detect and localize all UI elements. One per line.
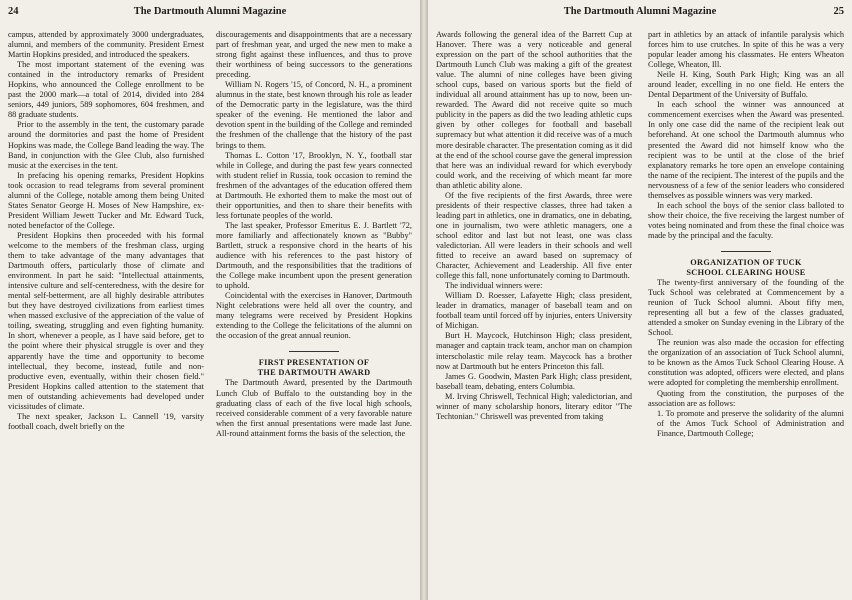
paragraph: In prefacing his opening remarks, President Hopkins took occasion to read telegrams from several prominent alumni of the College, notable among them being United States Senator George H. Moses of New Hampshire, ex-President William Jewett Tucker and Mr. Edward Tuck, noted benefactor of the College. (8, 170, 204, 230)
left-column-1 (8, 30, 204, 596)
running-title: The Dartmouth Alumni Magazine (563, 6, 717, 17)
paragraph: The last speaker, Professor Emeritus E. J. Bartlett '72, more familiarly and affectionately known as "Bubby" Bartlett, struck a responsive chord in the hearts of his audience with his references to the past history of Dartmouth, and the responsibilities that the traditions of the College make incumbent upon the present generation to uphold. (216, 220, 412, 291)
section-heading-line: ORGANIZATION OF TUCK (690, 257, 802, 267)
paragraph: Coincidental with the exercises in Hanover, Dartmouth Night celebrations were held all over the country, and many telegrams were received by President Hopkins extending to the College the felicitations of the alumni on the occasion of the great annual reunion. (216, 291, 412, 341)
left-page-header (8, 6, 412, 20)
paragraph: William D. Roesser, Lafayette High; class president, leader in dramatics, manager of baseball team and on football team until forced off by injuries, enters University of Michigan. (436, 291, 632, 331)
right-column-1 (436, 30, 632, 596)
paragraph: In each school the winner was announced at commencement exercises when the Award was presented. In only one case did the name of the recipient leak out beforehand. At one school the Dartmouth alumnus who presented the Award did not himself know who the recipient was to be until at the close of the brief explanatory remarks he tore open an envelope containing the name of the recipient. The interest of the pupils and the nervousness of a few of the senior leaders who considered themselves as possible winners was very marked. (648, 100, 844, 200)
paragraph: The individual winners were: (445, 281, 543, 291)
paragraph: The reunion was also made the occasion for effecting the organization of an association of Tuck School alumni, to be known as the Amos Tuck School Clearing House. A constitution was adopted, officers were elected, and plans were adopted for completing the membership enrollment. (648, 338, 844, 388)
paragraph: discouragements and disappointments that are a necessary part of freshman year, and urged the new men to make a strong fight against these influences, and thus to prove their worthiness of being successors to the generations preceding. (216, 30, 412, 80)
section-heading (216, 358, 412, 378)
paragraph: part in athletics by an attack of infantile paralysis which forces him to use crutches. In spite of this he was a very popular leader among his classmates. He enters Wheaton College, Wheaton, Ill. (648, 30, 844, 70)
section-heading (648, 258, 844, 278)
paragraph: Neile H. King, South Park High; King was an all around leader, excelling in no one field. He enters the Dental Department of the University of Buffalo. (648, 70, 844, 100)
list-item: 1. To promote and preserve the solidarity of the alumni of the Amos Tuck School of Administration and Finance, Dartmouth College; (657, 408, 844, 438)
paragraph: William N. Rogers '15, of Concord, N. H., a prominent alumnus in the state, best known through his role as leader of the Democratic party in the legislature, was the third speaker of the evening. He mentioned the labor and devotion spent in the building of the College and reminded the freshmen of the challenge that the history of the past brings to them. (216, 80, 412, 150)
paragraph: Of the five recipients of the first Awards, three were presidents of their respective classes, three had taken a leading part in athletics, one in dramatics, one in debating, one in journalism, two were athletic managers, one a school editor and last but not least, one was class valedictorian. All were leaders in their schools and well fitted to receive an award based on supremacy of Character, Achievement and Leadership. All five enter college this fall, none unfortunately coming to Dartmouth. (436, 190, 632, 281)
left-page (0, 0, 420, 600)
paragraph: Quoting from the constitution, the purposes of the association are as follows: (648, 388, 844, 408)
paragraph: The twenty-first anniversary of the founding of the Tuck School was celebrated at Commencement by a reunion of Tuck School alumni. About fifty men, representing all but a few of the classes graduated, attended a smoker on Sunday evening in the Library of the School. (648, 277, 844, 338)
paragraph: Thomas L. Cotton '17, Brooklyn, N. Y., football star while in College, and during the past few years connected with student relief in Russia, took occasion to remind the freshmen of the advantages of the education offered them at Dartmouth. He exhorted them to make the most out of their opportunities, and then to share their benefits with less fortunate peoples of the world. (216, 150, 412, 220)
running-title: The Dartmouth Alumni Magazine (133, 6, 287, 17)
paragraph: Awards following the general idea of the Barrett Cup at Hanover. There was a very noticeable and general expression on the part of the school authorities that the Dartmouth Lunch Club was making a gift of the greatest value. The alumni of nine colleges have been giving school cups, based on various sports but the field of individual all around attainment has up to now, been un-rewarded. The Award did not receive quite so much publicity in the papers as did the two leading athletic cups given by other colleges for football and baseball supremacy but what attention it did receive was of a much more desirable character. The presentation coming as it did at the end of the school course gave the general impression that here was an individual reward for which everybody could work, and the receiving of which meant far more than athletic ability alone. (436, 30, 632, 190)
paragraph: The most important statement of the evening was contained in the introductory remarks of President Hopkins, who announced the College enrollment to be past the 2000 mark—a total of 2014, divided into 284 seniors, 449 juniors, 589 sophomores, 604 freshmen, and 88 graduate students. (8, 60, 204, 120)
paragraph: The Dartmouth Award, presented by the Dartmouth Lunch Club of Buffalo to the outstanding boy in the graduating class of each of the five local high schools, received considerable comment of a very favorable nature when the first annual presentations were made last June. All-round attainment forms the basis of the selection, the (216, 378, 412, 438)
paragraph: President Hopkins then proceeded with his formal welcome to the members of the freshman class, urging them to take advantage of the many advantages that Dartmouth offers, particularly those of climate and environment. In part he said: "Intellectual attainments, intensive culture and self-centeredness, with the desire for mental self-betterment, are all highly desirable attributes but they have destroyed civilizations from earliest times when massed exclusive of the appreciation of the value of toiling, sweating, struggling and even fighting humanity. In short, whenever a people, as I have said before, get to the point where their physical struggle is over and they apparently have the time and opportunity to become intellectual, they become, instead, futile and non-productive even, eventually, within their chosen field." President Hopkins called attention to the statement that men of outstanding achievements had developed under vicissitudes of climate. (8, 230, 204, 411)
book-gutter (420, 0, 428, 600)
right-column-2 (648, 30, 844, 596)
paragraph: In each school the boys of the senior class balloted to show their choice, the five receiving the largest number of votes being nominated and from these the final choice was made by the principal and the faculty. (648, 200, 844, 240)
section-heading-line: SCHOOL CLEARING HOUSE (686, 267, 806, 277)
section-divider (721, 251, 771, 252)
paragraph: M. Irving Chriswell, Technical High; valedictorian, and winner of many scholarship honors, literary editor "The Techtonian." Chriswell was prevented from taking (436, 391, 632, 421)
right-page-header (436, 6, 844, 20)
paragraph: James G. Goodwin, Masten Park High; class president, baseball team, debating, enters Columbia. (436, 371, 632, 391)
section-heading-line: THE DARTMOUTH AWARD (257, 368, 371, 378)
paragraph: Prior to the assembly in the tent, the customary parade around the dormitories and past the home of President Hopkins was made, the College Band leading the way. The Band, in conjunction with the Glee Club, also furnished music at the exercises in the tent. (8, 120, 204, 170)
section-divider (289, 351, 339, 352)
paragraph: The next speaker, Jackson L. Cannell '19, varsity football coach, dwelt briefly on the (8, 411, 204, 431)
page-number: 24 (8, 6, 19, 17)
right-page (428, 0, 852, 600)
section-heading-line: FIRST PRESENTATION OF (258, 358, 370, 368)
paragraph: campus, attended by approximately 3000 undergraduates, alumni, and members of the community. President Ernest Martin Hopkins presided, and introduced the speakers. (8, 30, 204, 60)
page-number: 25 (833, 6, 844, 17)
left-column-2 (216, 30, 412, 596)
paragraph: Burt H. Maycock, Hutchinson High; class president, manager and captain track team, anchor man on champion interscholastic mile relay team. Maycock has a brother now at Dartmouth but he enters Princeton this fall. (436, 331, 632, 371)
